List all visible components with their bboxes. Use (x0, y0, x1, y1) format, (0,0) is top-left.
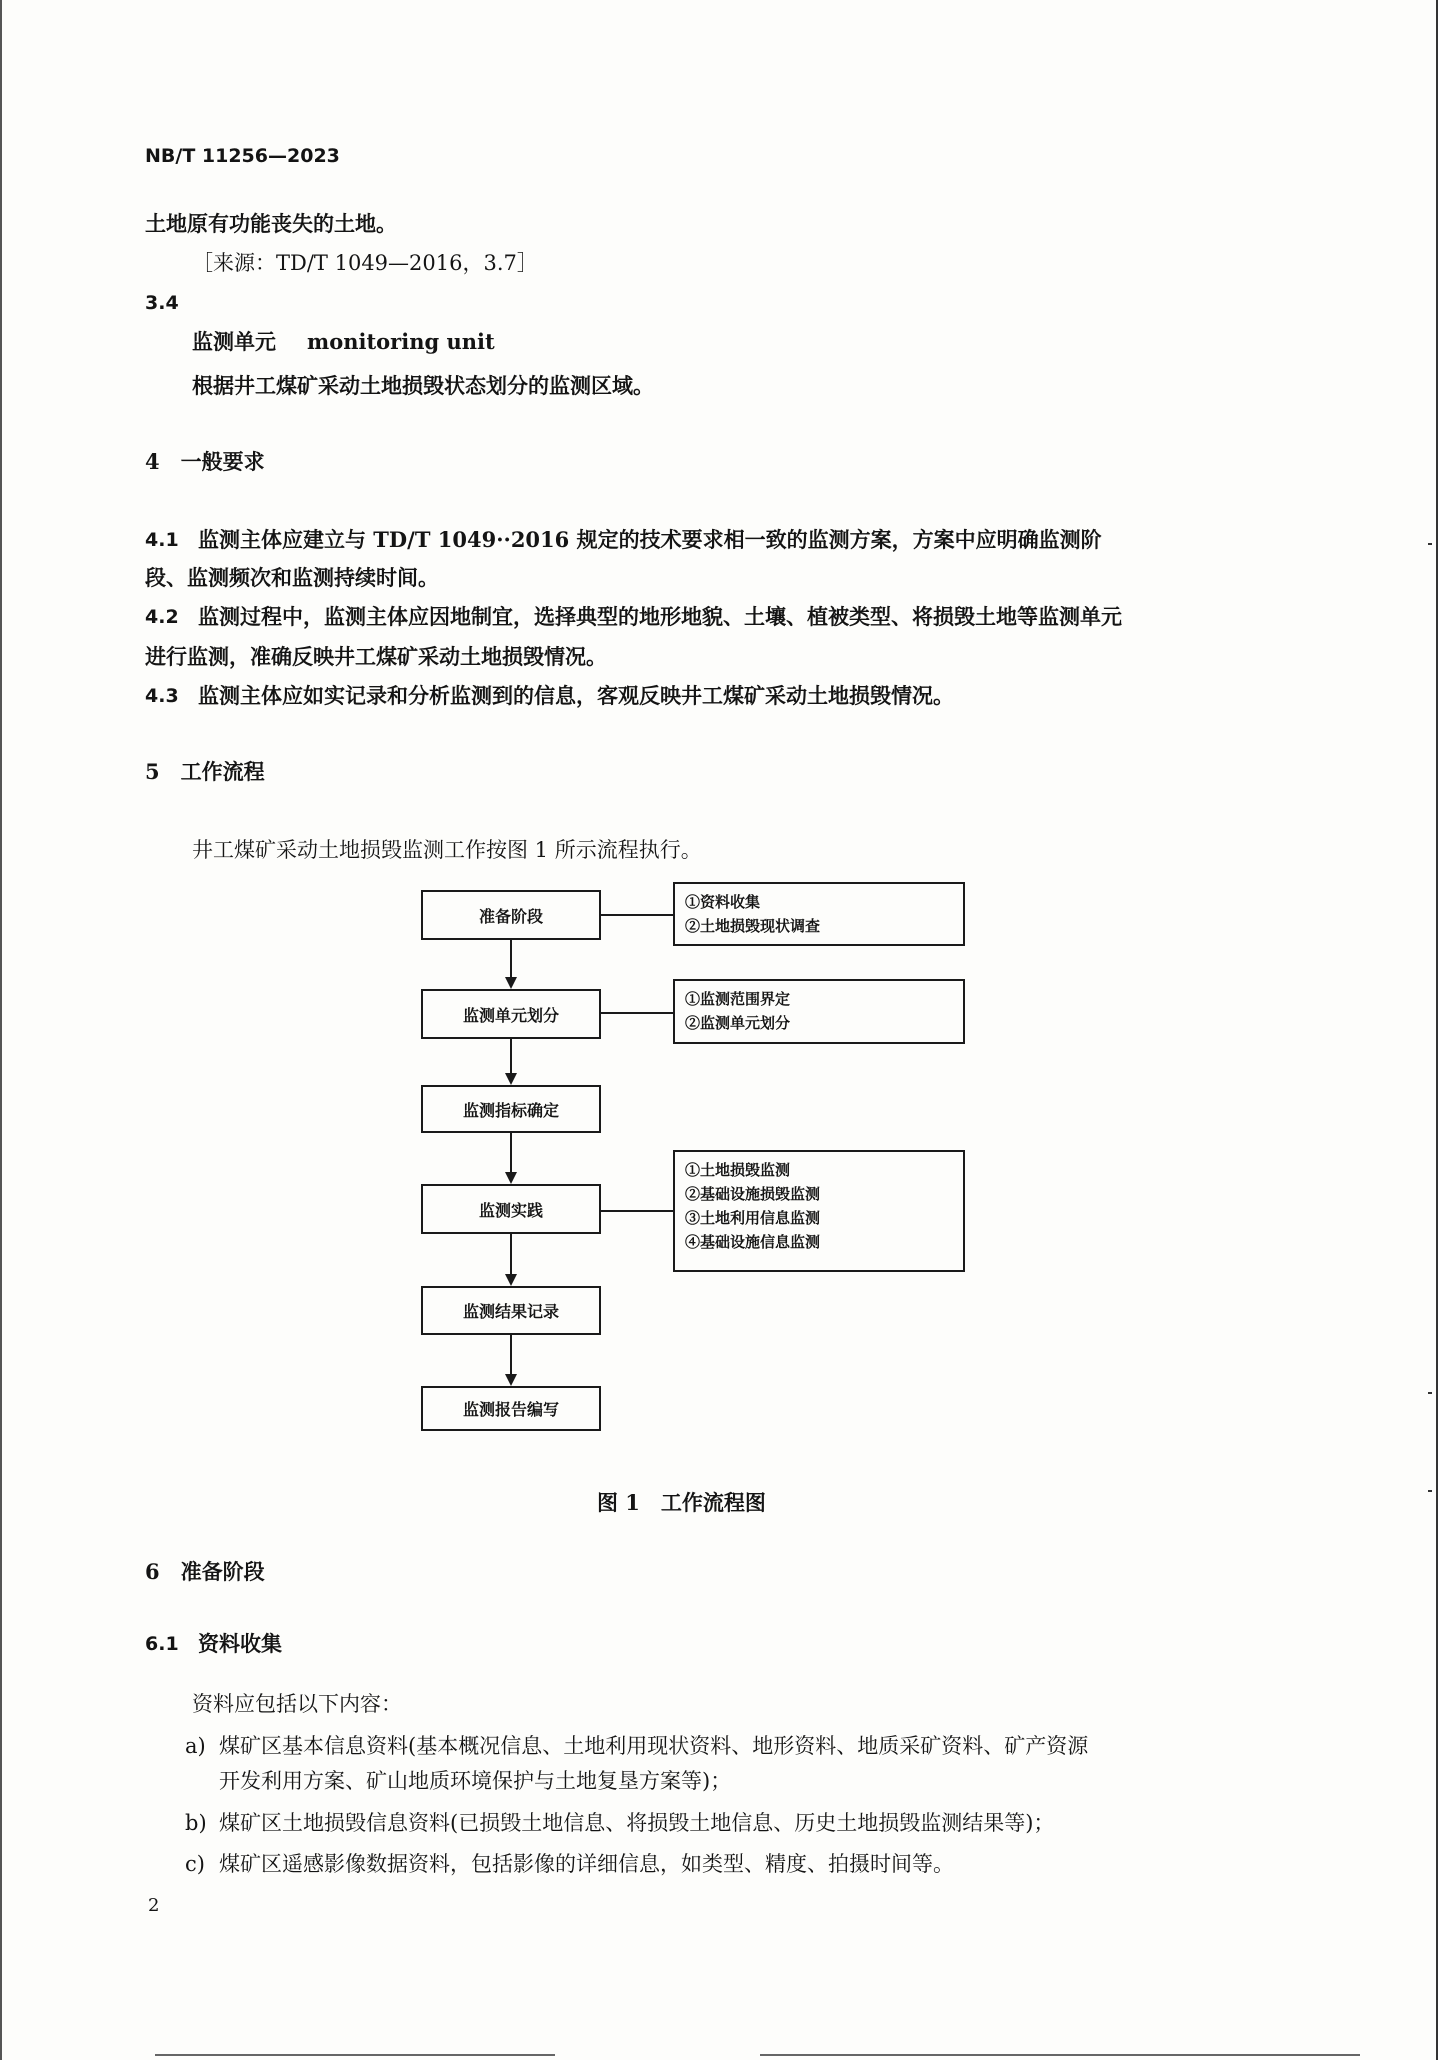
page-left-border (0, 0, 2, 2060)
list-item-b-label: b) (185, 1811, 207, 1835)
flow-side-connector (601, 914, 673, 916)
list-item-a-line-2: 开发利用方案、矿山地质环境保护与土地复垦方案等)； (219, 1769, 732, 1793)
flow-side-item: ①监测范围界定 (685, 990, 791, 1008)
flow-arrow (505, 977, 517, 989)
flow-step-preparation: 准备阶段 (421, 890, 601, 940)
clause-4-3-number: 4.3 (145, 685, 179, 707)
clause-4-2-line-2: 进行监测，准确反映井工煤矿采动土地损毁情况。 (145, 644, 607, 669)
flow-connector (510, 1133, 512, 1172)
list-item-c-label: c) (185, 1852, 205, 1876)
flow-step-result-recording: 监测结果记录 (421, 1286, 601, 1335)
flow-step-monitoring-practice: 监测实践 (421, 1184, 601, 1234)
flow-side-item: ④基础设施信息监测 (685, 1233, 821, 1251)
clause-6-1-title: 资料收集 (198, 1631, 282, 1656)
clause-4-1-number: 4.1 (145, 529, 179, 551)
term-definition: 根据井工煤矿采动土地损毁状态划分的监测区域。 (192, 373, 654, 398)
flow-step-report-writing: 监测报告编写 (421, 1386, 601, 1431)
clause-4-1-line-2: 段、监测频次和监测持续时间。 (145, 565, 439, 590)
clause-4-1-line-1: 监测主体应建立与 TD/T 1049··2016 规定的技术要求相一致的监测方案，方案中应明确监测阶 (198, 527, 1102, 552)
flow-step-indicator-determination: 监测指标确定 (421, 1085, 601, 1133)
section-5-heading: 5 工作流程 (145, 759, 265, 784)
flow-side-item: ①土地损毁监测 (685, 1161, 791, 1179)
clause-4-2-number: 4.2 (145, 606, 179, 628)
flow-side-item: ②监测单元划分 (685, 1014, 791, 1032)
term-definition-continued: 土地原有功能丧失的土地。 (145, 211, 397, 236)
flow-arrow (505, 1274, 517, 1286)
bottom-edge-line (155, 2054, 555, 2056)
scan-mark (1428, 543, 1432, 545)
flow-connector (510, 1039, 512, 1073)
section-4-heading: 4 一般要求 (145, 449, 265, 474)
list-item-b-line-1: 煤矿区土地损毁信息资料(已损毁土地信息、将损毁土地信息、历史土地损毁监测结果等)； (219, 1811, 1055, 1835)
clause-number-3-4: 3.4 (145, 292, 179, 314)
list-item-a-line-1: 煤矿区基本信息资料(基本概况信息、土地利用现状资料、地形资料、地质采矿资料、矿产资源 (219, 1734, 1089, 1758)
clause-4-2-line-1: 监测过程中，监测主体应因地制宜，选择典型的地形地貌、土壤、植被类型、将损毁土地等监测单元 (198, 604, 1122, 629)
source-citation: ［来源：TD/T 1049—2016，3.7］ (192, 251, 538, 275)
list-item-a-label: a) (185, 1734, 206, 1758)
page-number: 2 (148, 1895, 160, 1916)
flow-side-connector (601, 1210, 673, 1212)
flow-side-box-preparation (673, 882, 965, 946)
flow-connector (510, 1234, 512, 1274)
term-english: monitoring unit (307, 329, 495, 354)
flow-connector (510, 1335, 512, 1374)
section-6-1-intro: 资料应包括以下内容： (192, 1692, 402, 1716)
flow-side-item: ②土地损毁现状调查 (685, 917, 821, 935)
bottom-edge-line (760, 2054, 1360, 2056)
flow-side-box-unit-division (673, 979, 965, 1044)
flow-arrow (505, 1374, 517, 1386)
section-5-intro: 井工煤矿采动土地损毁监测工作按图 1 所示流程执行。 (192, 838, 702, 862)
flow-side-item: ③土地利用信息监测 (685, 1209, 821, 1227)
scan-mark (1428, 1490, 1432, 1492)
standard-id: NB/T 11256—2023 (145, 145, 340, 167)
flow-side-box-monitoring-practice (673, 1150, 965, 1272)
clause-4-3-line-1: 监测主体应如实记录和分析监测到的信息，客观反映井工煤矿采动土地损毁情况。 (198, 683, 954, 708)
scan-mark (1428, 1392, 1432, 1394)
flow-side-item: ②基础设施损毁监测 (685, 1185, 821, 1203)
figure-caption: 图 1 工作流程图 (597, 1490, 766, 1515)
list-item-c-line-1: 煤矿区遥感影像数据资料，包括影像的详细信息，如类型、精度、拍摄时间等。 (219, 1852, 954, 1876)
term-chinese: 监测单元 (192, 329, 276, 354)
flow-side-item: ①资料收集 (685, 893, 761, 911)
flow-arrow (505, 1172, 517, 1184)
flow-connector (510, 940, 512, 977)
clause-6-1-number: 6.1 (145, 1633, 179, 1655)
flow-side-connector (601, 1012, 673, 1014)
section-6-heading: 6 准备阶段 (145, 1559, 265, 1584)
flow-arrow (505, 1073, 517, 1085)
flow-step-unit-division: 监测单元划分 (421, 989, 601, 1039)
